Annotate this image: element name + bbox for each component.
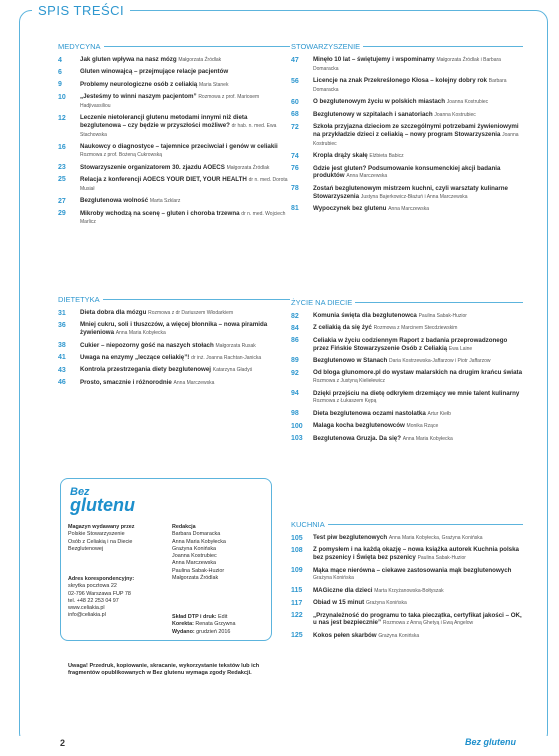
entry-title: Od bloga glunomore.pl do wystaw malarskich na drugim krańcu świata [313, 369, 523, 377]
entry-title: Gluten winowajcą – przejmujące relacje pacjentów [80, 68, 229, 76]
entry-authors: Rozmowa z Justyną Kieliełewicz [313, 378, 385, 385]
published-value: grudzień 2016 [196, 628, 231, 635]
section-title: DIETETYKA [58, 295, 100, 304]
entry-authors: Paulina Sabak-Huzior [418, 313, 467, 319]
section-title: KUCHNIA [291, 520, 325, 529]
entry-text [313, 612, 523, 629]
info-line: Anna Maria Kobyłecka [172, 538, 226, 545]
entry-text [313, 152, 523, 161]
entry-text [80, 176, 290, 194]
publisher-block [68, 524, 168, 553]
entry-text [313, 599, 523, 608]
section-rule [355, 302, 523, 303]
editorial-label: Redakcja [172, 524, 196, 530]
section-header [291, 520, 523, 529]
entry-title: Minęło 10 lat – świętujemy i wspominamy [313, 56, 435, 63]
page-num: 100 [291, 422, 303, 430]
toc-entry [58, 56, 290, 65]
entry-authors: Ewa Laine [448, 345, 473, 352]
entry-title: „Przynależność do programu to taka pieczątka, certyfikat jakości – OK, u nas jest bezpiecznie” [313, 611, 522, 627]
section-header [58, 42, 290, 51]
entry-title: Z pomysłem i na każdą okazję – nowa książka autorek Kuchnia polska bez pszenicy i Święta bez pszenicy [313, 546, 519, 562]
entry-title: „Jesteśmy to winni naszym pacjentom” [80, 93, 197, 101]
toc-entry [291, 587, 523, 596]
page-num: 103 [291, 435, 303, 443]
address-lines [68, 583, 168, 619]
section-title: ŻYCIE NA DIECIE [291, 298, 353, 307]
toc-entry [58, 197, 290, 206]
entry-authors: Artur Kiełb [427, 410, 451, 417]
toc-entry [291, 632, 523, 641]
page-num: 78 [291, 185, 299, 193]
page-num: 115 [291, 587, 303, 595]
logo-line2: glutenu [70, 495, 135, 515]
entry-text [80, 309, 290, 318]
toc-entry [291, 205, 523, 214]
entry-title: Dzięki przejściu na dietę odkryłem drzemiący we mnie talent kulinarny [313, 389, 520, 397]
toc-entry [291, 390, 523, 407]
page-num: 68 [291, 111, 299, 119]
entry-text [313, 567, 523, 584]
entry-title: Kontrola przestrzegania diety bezglutenowej [80, 366, 211, 374]
entry-authors: Małgorzata Źródlak i Barbara Domaracka [313, 57, 501, 72]
entry-authors: Rozmowa z Łukaszem Kępą [313, 398, 377, 405]
entry-title: Komunia święta dla bezglutenowca [313, 312, 417, 319]
toc-entry [58, 164, 290, 173]
page-num: 94 [291, 390, 299, 398]
toc-entry [58, 321, 290, 338]
toc-entry [58, 68, 290, 77]
entry-title: Obiad w 15 minut [313, 599, 365, 607]
entry-title: Mikroby wchodzą na scenę – gluten i choroba trzewna [80, 209, 240, 217]
toc-entry [291, 410, 523, 419]
page-num: 27 [58, 197, 66, 205]
entry-text [80, 354, 290, 363]
info-line: Polskie Stowarzyszenie [68, 531, 125, 538]
toc-entry [291, 599, 523, 608]
entry-text [313, 324, 523, 333]
entry-title: Mniej cukru, soli i tłuszczów, a więcej błonnika – nowa piramida żywieniowa [80, 321, 268, 337]
info-line: Bezglutenowej [68, 545, 104, 552]
toc-entry [58, 176, 290, 194]
entry-authors: Małgorzata Źródlak [178, 57, 222, 63]
entry-text [80, 56, 290, 65]
address-block [68, 576, 168, 620]
page-num: 36 [58, 321, 66, 329]
entry-authors: Justyna Bajerkowicz-Błażuń i Anna Marczewska [360, 193, 468, 200]
info-line: tel. +48 22 253 04 97 [68, 597, 119, 604]
entry-text [313, 369, 523, 386]
entry-text [313, 410, 523, 419]
entry-title: Test piw bezglutenowych [313, 534, 388, 541]
toc-entry [291, 152, 523, 161]
page-num: 117 [291, 599, 303, 607]
info-line: Osób z Celiakią i na Diecie [68, 538, 133, 545]
footer-logo: Bez glutenu [465, 737, 516, 747]
page-num: 84 [291, 324, 299, 332]
entry-text [80, 68, 290, 77]
info-line: Grażyna Konińska [172, 545, 217, 552]
entry-text [313, 357, 523, 366]
toc-entry [58, 143, 290, 160]
entry-title: Dieta bezglutenowa oczami nastolatka [313, 409, 426, 417]
credits-block [172, 614, 268, 636]
entry-text [313, 98, 523, 107]
toc-entry [291, 185, 523, 202]
toc-entry [291, 435, 523, 444]
toc-entry [291, 357, 523, 366]
toc-entry [291, 123, 523, 148]
entry-authors: Marta Krzyżanowska-Bołtyszak [374, 587, 444, 594]
entry-authors: Anna Maria Kobyłecka [115, 330, 166, 337]
page-num: 60 [291, 98, 299, 106]
section-title: STOWARZYSZENIE [291, 42, 361, 51]
entry-title: Celiakia w życiu codziennym Raport z badania przeprowadzonego przez Fińskie Stowarzyszenie Osób z Celiakią [313, 336, 508, 352]
section-medycyna [58, 42, 290, 231]
entry-title: Stowarzyszenie organizatorem 30. zjazdu AOECS [80, 163, 225, 171]
entry-authors: Rozmowa z Marcinem Stecdziewskim [373, 325, 458, 332]
entry-authors: Daria Kostrzewska-Jaffarzow i Piotr Jaffarzow [389, 357, 491, 364]
page-num: 38 [58, 342, 66, 350]
page-num: 89 [291, 357, 299, 365]
toc-entry [58, 366, 290, 375]
toc-entry [291, 165, 523, 182]
entry-title: Z celiakią da się żyć [313, 324, 372, 332]
entry-title: Kokos pełen skarbów [313, 631, 377, 639]
section-kuchnia [291, 520, 523, 644]
toc-entry [291, 77, 523, 95]
entry-title: Wypoczynek bez glutenu [313, 204, 387, 212]
section-rule [328, 524, 523, 525]
toc-entry [291, 111, 523, 120]
entry-authors: Małgorzata Rusak [215, 342, 256, 349]
page-num: 25 [58, 176, 66, 184]
info-line: Joanna Kostrubiec [172, 553, 217, 560]
toc-entry [291, 324, 523, 333]
toc-entry [58, 210, 290, 228]
section-header [291, 298, 523, 307]
entry-text [313, 587, 523, 596]
entry-authors: Paulina Sabak-Huzior [417, 555, 466, 562]
section-rule [104, 46, 290, 47]
entry-authors: Katarzyna Gładyś [212, 367, 253, 374]
entry-text [80, 197, 290, 206]
page-num: 56 [291, 77, 299, 85]
entry-title: MAGiczne dla dzieci [313, 586, 373, 594]
entry-authors: Joanna Kostrubiec [446, 99, 489, 106]
address-label: Adres korespondencyjny: [68, 576, 135, 582]
page-num: 31 [58, 309, 66, 317]
entry-authors: dr hab. n. med. Ewa Stachowska [80, 123, 277, 138]
page-num: 16 [58, 143, 66, 151]
section-header [58, 295, 290, 304]
entry-authors: Anna Marczewska [173, 379, 215, 386]
entry-authors: Rozmowa z prof. Mariosem Hadjivassiliou [80, 94, 260, 109]
entry-title: Kropla drąży skałę [313, 152, 368, 160]
page-num: 92 [291, 369, 299, 377]
dtp-label: Skład DTP i druk: [172, 614, 217, 620]
toc-entry [291, 534, 523, 543]
page-num: 41 [58, 354, 66, 362]
entry-authors: Joanna Kostrubiec [434, 111, 476, 118]
entry-authors: Monika Rzące [406, 423, 439, 430]
entry-authors: Anna Maria Kobyłecka [402, 435, 453, 442]
entry-text [313, 165, 523, 182]
entry-authors: Anna Marczewska [346, 173, 388, 180]
toc-entry [291, 337, 523, 354]
entry-title: Naukowcy o diagnostyce – tajemnice przeciwciał i genów w celiakii [80, 143, 278, 151]
entry-title: Bezglutenowa Gruzja. Da się? [313, 434, 402, 442]
toc-entry [58, 93, 290, 111]
entry-text [313, 205, 523, 214]
entry-title: Bezglutenowa wolność [80, 197, 149, 205]
page-num: 4 [58, 56, 62, 64]
section-zycie-na-diecie [291, 298, 523, 447]
page-num: 23 [58, 164, 66, 172]
entry-title: Leczenie nietolerancji glutenu metodami innymi niż dieta bezglutenowa – czy będzie w przyszłości możliwe? [80, 114, 248, 130]
entry-text [80, 93, 290, 111]
page-num: 81 [291, 205, 299, 213]
section-rule [363, 46, 523, 47]
entry-text [313, 312, 523, 321]
toc-entry [291, 312, 523, 321]
publisher-label: Magazyn wydawany przez [68, 524, 135, 530]
published-label: Wydano: [172, 628, 195, 635]
entry-authors: dr n. med. Wojciech Marlicz [80, 210, 286, 226]
entry-authors: Grażyna Konińska [378, 632, 420, 639]
page-num: 86 [291, 337, 299, 345]
entry-text [313, 422, 523, 431]
entry-text [313, 56, 523, 74]
publisher-lines [68, 531, 168, 553]
page-num: 105 [291, 534, 303, 542]
page-num: 72 [291, 123, 299, 131]
entry-title: O bezglutenowym życiu w polskich miastach [313, 98, 446, 106]
page-num: 122 [291, 612, 303, 620]
entry-title: Licencje na znak Przekreślonego Kłosa – kolejny dobry rok [313, 77, 487, 85]
entry-authors: Rozmowa z Anną Ghetyą i Ewą Angelow [382, 620, 474, 627]
page-num: 12 [58, 114, 66, 122]
entry-authors: Elżbieta Babicz [369, 153, 404, 160]
toc-entry [58, 354, 290, 363]
page-header: SPIS TREŚCI [32, 3, 130, 18]
entry-text [80, 210, 290, 228]
toc-entry [58, 379, 290, 388]
entry-text [313, 435, 523, 444]
entry-text [313, 632, 523, 641]
entry-title: Malaga kocha bezglutenowców [313, 422, 405, 430]
page-num: 47 [291, 56, 299, 64]
info-line: www.celiakia.pl [68, 605, 105, 612]
page-num: 74 [291, 152, 299, 160]
toc-entry [58, 342, 290, 351]
entry-title: Szkoła przyjazna dzieciom ze szczególnymi potrzebami żywieniowymi na przykładzie dzieci z celiakią – nowy program Stowarzyszenia [313, 123, 519, 138]
copyright-warning: Uwaga! Przedruk, kopiowanie, skracanie, wykorzystanie tekstów lub ich fragmentów opublikowanych w Bez glutenu wymaga zgody Redakcji. [68, 663, 260, 677]
entry-title: Bezglutenowo w Stanach [313, 356, 388, 364]
entry-text [313, 185, 523, 202]
entry-authors: dr n. med. Dorota Musiał [80, 176, 288, 192]
entry-authors: Joanna Kostrubiec [313, 131, 519, 147]
info-line: Małgorzata Źródlak [172, 575, 219, 582]
editorial-block [172, 524, 268, 582]
toc-entry [291, 546, 523, 563]
toc-entry [291, 369, 523, 386]
entry-text [80, 342, 290, 351]
info-line: Paulina Sabak-Huzior [172, 567, 225, 574]
entry-text [80, 81, 290, 90]
page-num: 6 [58, 68, 62, 76]
entry-title: Prosto, smacznie i różnorodnie [80, 378, 172, 386]
page-num: 76 [291, 165, 299, 173]
section-rule [103, 299, 290, 300]
proof-label: Korekta: [172, 621, 194, 628]
proof-value: Renata Grzywna [195, 621, 236, 628]
entry-title: Zostań bezglutenowym mistrzem kuchni, czyli warsztaty kulinarne Stowarzyszenia [313, 184, 508, 200]
entry-authors: Maria Stanek [199, 81, 229, 88]
page-num: 109 [291, 567, 303, 575]
section-header [291, 42, 523, 51]
entry-text [313, 77, 523, 95]
page-num: 108 [291, 546, 303, 554]
info-line: 02-796 Warszawa FUP 78 [68, 590, 131, 597]
info-line: info@celiakia.pl [68, 612, 106, 619]
entry-text [313, 111, 523, 120]
entry-title: Bezglutenowy w szpitalach i sanatoriach [313, 110, 433, 118]
entry-authors: Grażyna Konińska [313, 575, 354, 582]
entry-title: Gdzie jest gluten? Podsumowanie konsumenckiej akcji badania produktów [313, 164, 501, 180]
toc-entry [58, 114, 290, 139]
page-num: 125 [291, 632, 303, 640]
page-number: 2 [60, 738, 66, 748]
entry-text [80, 366, 290, 375]
entry-text [80, 379, 290, 388]
toc-entry [58, 309, 290, 318]
info-line: Anna Marczewska [172, 560, 217, 567]
entry-text [80, 321, 290, 338]
toc-entry [291, 567, 523, 584]
entry-authors: Małgorzata Źródlak [226, 164, 270, 171]
toc-entry [58, 81, 290, 90]
info-line: skrytka pocztowa 22 [68, 583, 117, 590]
entry-authors: dr inż. Joanna Rachtan-Janicka [191, 354, 262, 361]
toc-entry [291, 612, 523, 629]
page-num: 98 [291, 410, 299, 418]
entry-title: Jak gluten wpływa na nasz mózg [80, 56, 177, 63]
entry-text [313, 390, 523, 407]
section-title: MEDYCYNA [58, 42, 101, 51]
section-stowarzyszenie [291, 42, 523, 217]
entry-text [313, 337, 523, 354]
page-num: 29 [58, 210, 66, 217]
entry-authors: Marta Szklarz [149, 198, 181, 205]
page-num: 10 [58, 93, 66, 101]
entry-title: Cukier – niepozorny gość na naszych stołach [80, 341, 214, 349]
logo-line1: Bez [70, 486, 90, 498]
entry-authors: Grażyna Konińska [365, 600, 407, 607]
entry-title: Dieta dobra dla mózgu [80, 309, 147, 316]
entry-text [80, 114, 290, 139]
entry-text [80, 143, 290, 160]
magazine-logo [70, 486, 135, 515]
editorial-lines [172, 531, 268, 582]
toc-entry [291, 56, 523, 74]
toc-entry [291, 98, 523, 107]
entry-text [80, 164, 290, 173]
entry-text [313, 546, 523, 563]
info-line: Barbara Domaracka [172, 531, 221, 538]
dtp-value: Edit [218, 614, 228, 620]
section-dietetyka [58, 295, 290, 391]
entry-title: Problemy neurologiczne osób z celiakią [80, 80, 198, 88]
entry-title: Mąka mące nierówna – ciekawe zastosowania mąk bezglutenowych [313, 566, 512, 574]
page-num: 9 [58, 81, 62, 89]
entry-authors: Anna Maria Kobyłecka, Grażyna Konińska [388, 535, 483, 541]
page-num: 46 [58, 379, 66, 387]
entry-authors: Anna Marczewska [388, 205, 430, 212]
entry-title: Uwaga na enzymy „leczące celiakię”! [80, 353, 190, 361]
entry-title: Relacja z konferencji AOECS YOUR DIET, YOUR HEALTH [80, 175, 247, 183]
entry-authors: Rozmowa z prof. Bożeną Cukrowską [80, 152, 162, 159]
entry-authors: Rozmowa z dr Dariuszem Włodarkiem [148, 310, 234, 316]
entry-authors: Barbara Domaracka [313, 78, 507, 93]
toc-entry [291, 422, 523, 431]
page-num: 43 [58, 366, 66, 374]
page-num: 82 [291, 312, 299, 320]
entry-text [313, 123, 523, 148]
entry-text [313, 534, 523, 543]
